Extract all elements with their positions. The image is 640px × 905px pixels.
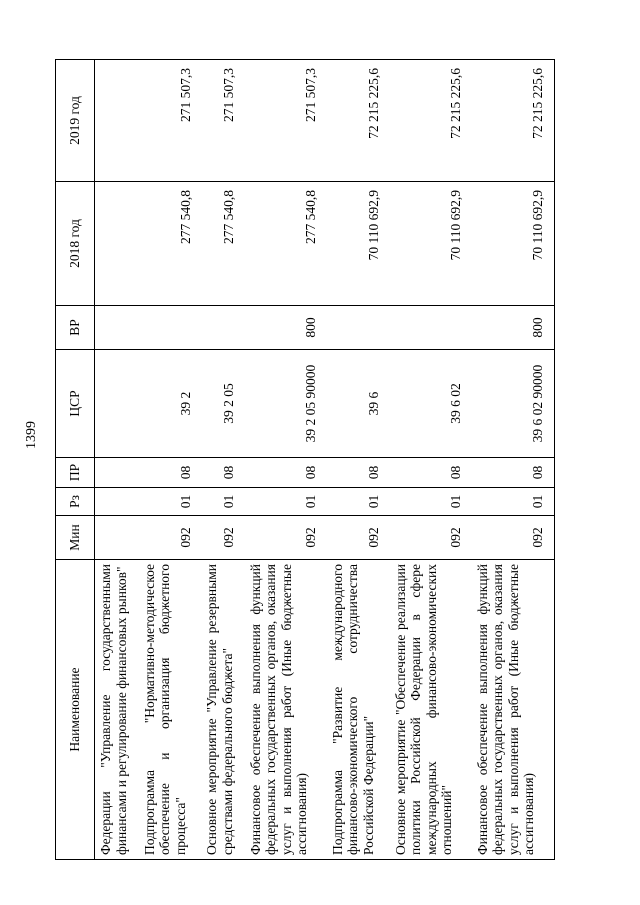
row-2018: 277 540,8 (139, 182, 202, 306)
row-name: Финансовое обеспечение выполнения функций федеральных государственных органов, оказания услуг и выполнения работ (Иные бюджетные ассигнования) (245, 560, 327, 860)
table-row (201, 60, 245, 860)
row-vr (201, 306, 245, 350)
row-name: Финансовое обеспечение выполнения функций федеральных государственных органов, оказания услуг и выполнения работ (Иные бюджетные ассигнования) (472, 560, 555, 860)
row-csr: 39 2 05 (201, 350, 245, 458)
page-number: 1399 (24, 421, 39, 449)
row-2019: 72 215 225,6 (390, 60, 472, 182)
row-2019: 271 507,3 (245, 60, 327, 182)
row-csr: 39 2 (139, 350, 202, 458)
table-row (95, 60, 139, 860)
row-pr: 08 (139, 458, 202, 488)
row-name: Основное мероприятие "Обеспечение реализации политики Российской Федерации в сфере международных финансово-экономических отношений" (390, 560, 472, 860)
row-pr: 08 (245, 458, 327, 488)
row-pr: 08 (390, 458, 472, 488)
row-min: 092 (245, 516, 327, 560)
table-row (139, 60, 202, 860)
row-rz: 01 (245, 488, 327, 516)
row-pr: 08 (327, 458, 390, 488)
table-header-row (56, 60, 95, 860)
row-rz: 01 (472, 488, 555, 516)
row-2019 (95, 60, 139, 182)
row-2018 (95, 182, 139, 306)
row-pr: 08 (472, 458, 555, 488)
row-vr: 800 (245, 306, 327, 350)
table-row (245, 60, 327, 860)
row-vr (327, 306, 390, 350)
row-vr (139, 306, 202, 350)
table-row (327, 60, 390, 860)
row-csr: 39 6 02 (390, 350, 472, 458)
row-2018: 70 110 692,9 (390, 182, 472, 306)
row-2018: 70 110 692,9 (327, 182, 390, 306)
row-csr: 39 2 05 90000 (245, 350, 327, 458)
row-2019: 72 215 225,6 (472, 60, 555, 182)
budget-table (55, 59, 555, 860)
row-csr: 39 6 02 90000 (472, 350, 555, 458)
row-2019: 271 507,3 (139, 60, 202, 182)
row-pr (95, 458, 139, 488)
header-vr: ВР (56, 306, 95, 350)
header-name: Наименование (56, 560, 95, 860)
table-row (472, 60, 555, 860)
header-csr: ЦСР (56, 350, 95, 458)
row-rz: 01 (201, 488, 245, 516)
row-pr: 08 (201, 458, 245, 488)
row-vr (390, 306, 472, 350)
row-2018: 277 540,8 (201, 182, 245, 306)
row-min: 092 (390, 516, 472, 560)
row-2019: 271 507,3 (201, 60, 245, 182)
table-row (390, 60, 472, 860)
row-csr: 39 6 (327, 350, 390, 458)
row-min: 092 (139, 516, 202, 560)
budget-table-container (55, 60, 555, 860)
row-2018: 277 540,8 (245, 182, 327, 306)
row-rz: 01 (390, 488, 472, 516)
row-name: Подпрограмма "Нормативно-методическое обеспечение и организация бюджетного процесса" (139, 560, 202, 860)
row-min: 092 (201, 516, 245, 560)
row-rz: 01 (327, 488, 390, 516)
row-name: Основное мероприятие "Управление резервными средствами федерального бюджета" (201, 560, 245, 860)
row-min (95, 516, 139, 560)
row-vr: 800 (472, 306, 555, 350)
header-2018: 2018 год (56, 182, 95, 306)
row-name: Подпрограмма "Развитие международного финансово-экономического сотрудничества Российской Федерации" (327, 560, 390, 860)
header-2019: 2019 год (56, 60, 95, 182)
header-pr: ПР (56, 458, 95, 488)
header-min: Мин (56, 516, 95, 560)
row-name: Федерации "Управление государственными финансами и регулирование финансовых рынков" (95, 560, 139, 860)
header-rz: Рз (56, 488, 95, 516)
row-vr (95, 306, 139, 350)
row-min: 092 (472, 516, 555, 560)
row-min: 092 (327, 516, 390, 560)
row-csr (95, 350, 139, 458)
row-rz: 01 (139, 488, 202, 516)
row-2019: 72 215 225,6 (327, 60, 390, 182)
row-2018: 70 110 692,9 (472, 182, 555, 306)
row-rz (95, 488, 139, 516)
